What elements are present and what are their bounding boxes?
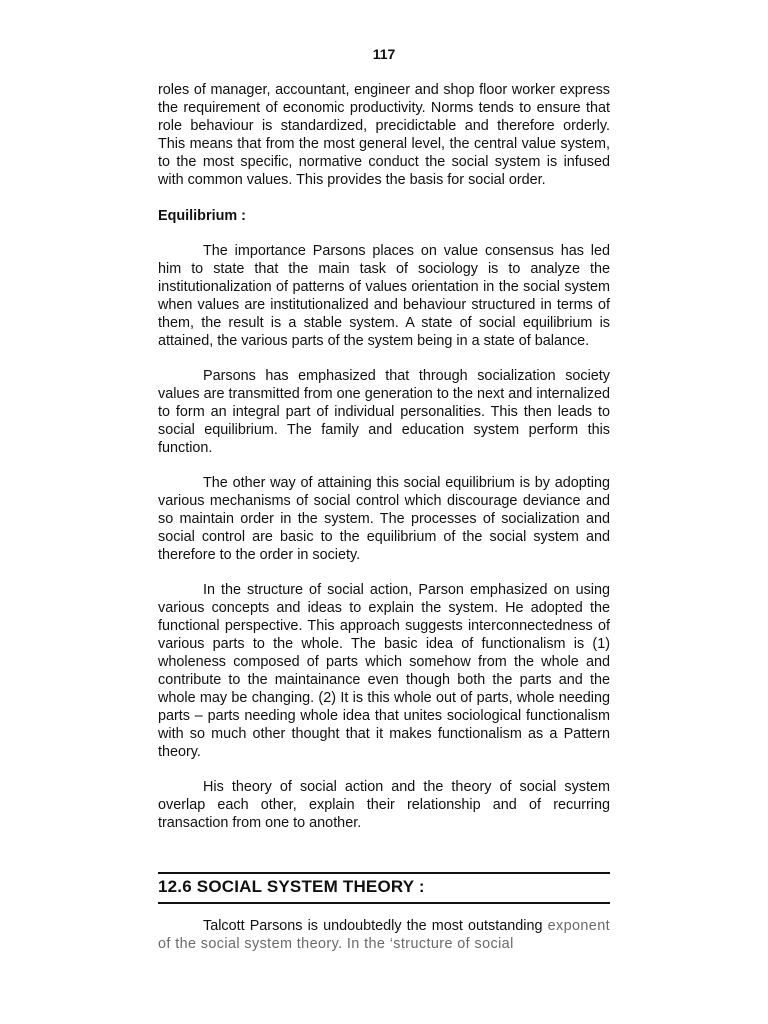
paragraph-line: Talcott Parsons is undoubtedly the most outstanding bbox=[203, 918, 543, 934]
paragraph-socialization: Parsons has emphasized that through socialization society values are transmitted from one generation to the next and internalized to form an integral part of individual personalities. This then leads to social equilibrium. The family and education system perform this function. bbox=[158, 368, 610, 456]
paragraph-roles: roles of manager, accountant, engineer and shop floor worker express the requirement of economic productivity. Norms tends to ensure that role behaviour is standardized, precidictable and therefore orderly. This means that from the most general level, the central value system, to the most specific, normative conduct the social system is infused with common values. This provides the basis for social order. bbox=[158, 82, 610, 188]
document-body bbox=[158, 81, 610, 849]
paragraph-value-consensus: The importance Parsons places on value consensus has led him to state that the main task of sociology is to analyze the institutionalization of patterns of values orientation in the social system when values are institutionalized and behaviour structured in terms of them, the result is a stable system. A state of social equilibrium is attained, the various parts of the system being in a state of balance. bbox=[158, 243, 610, 349]
paragraph-structure-of-action: In the structure of social action, Parson emphasized on using various concepts and ideas to explain the system. He adopted the functional perspective. This approach suggests interconnectedness of various parts to the whole. The basic idea of functionalism is (1) wholeness composed of parts which somehow from the whole and contribute to the maintainance even though both the parts and the whole may be changing. (2) It is this whole out of parts, whole needing parts – parts needing whole idea that unites sociological functionalism with so much other thought that it makes functionalism as a Pattern theory. bbox=[158, 582, 610, 760]
paragraph-social-control: The other way of attaining this social equilibrium is by adopting various mechanisms of social control which discourage deviance and so maintain order in the system. The processes of socialization and social control are basic to the equilibrium of the social system and therefore to the order in society. bbox=[158, 475, 610, 563]
page-number: 117 bbox=[372, 46, 396, 62]
equilibrium-heading: Equilibrium : bbox=[158, 208, 246, 224]
paragraph-line-faded: exponent of the social system theory. In the ‘structure of social bbox=[158, 918, 610, 952]
paragraph-theory-overlap: His theory of social action and the theory of social system overlap each other, explain their relationship and of recurring transaction from one to another. bbox=[158, 779, 610, 831]
section-heading-social-system-theory: 12.6 SOCIAL SYSTEM THEORY : bbox=[158, 872, 610, 904]
paragraph-talcott-parsons bbox=[158, 917, 610, 953]
